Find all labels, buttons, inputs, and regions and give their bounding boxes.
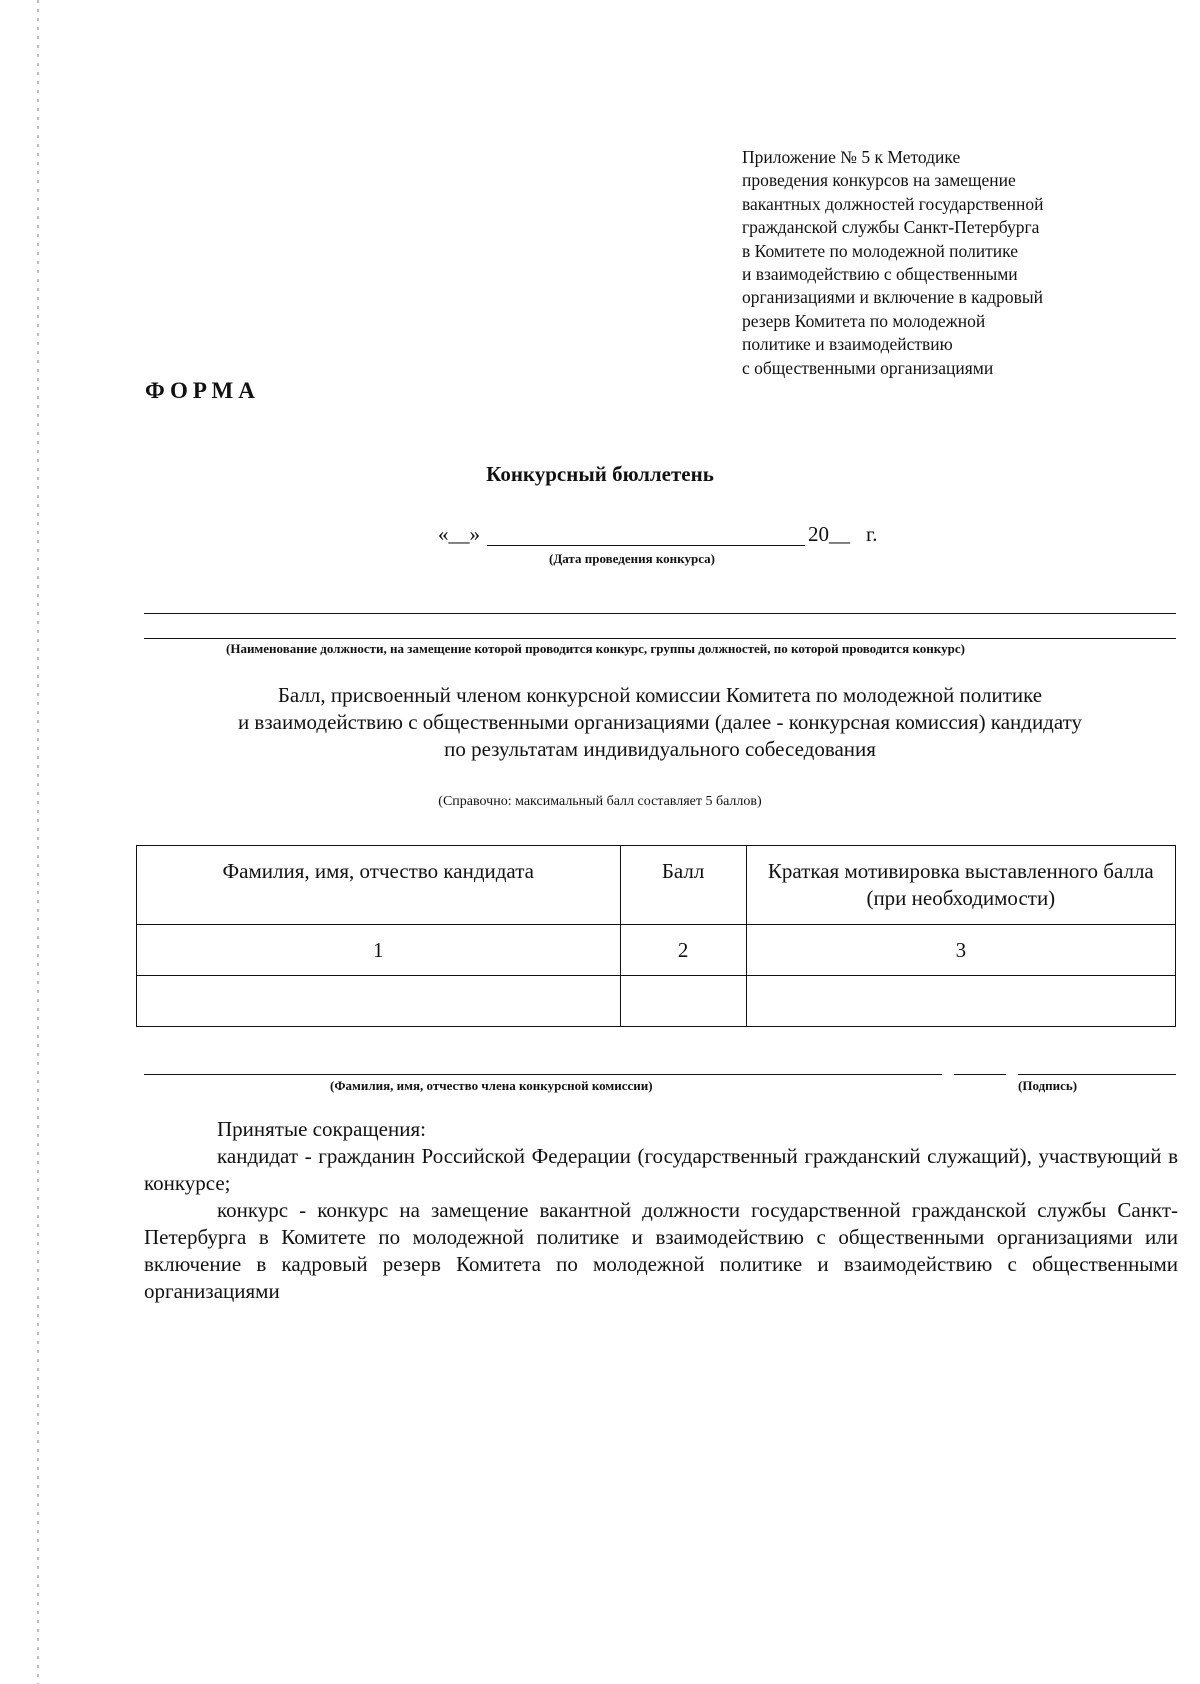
header-score: Балл bbox=[620, 846, 746, 925]
score-cell[interactable] bbox=[620, 976, 746, 1027]
date-caption: (Дата проведения конкурса) bbox=[549, 551, 715, 566]
intro-text bbox=[150, 682, 1170, 763]
form-heading: ФОРМА bbox=[145, 378, 260, 403]
column-number: 1 bbox=[137, 925, 621, 976]
date-month-underline bbox=[487, 545, 805, 546]
abbreviation-item: кандидат - гражданин Российской Федерации (государственный гражданский служащий), участвующий в конкурсе; bbox=[144, 1144, 1178, 1195]
table-row bbox=[137, 976, 1176, 1027]
appendix-line: резерв Комитета по молодежной bbox=[742, 310, 986, 331]
intro-line: Балл, присвоенный членом конкурсной комиссии Комитета по молодежной политике bbox=[277, 683, 1043, 707]
abbreviation-item: конкурс - конкурс на замещение вакантной должности государственной гражданской службы Санкт-Петербурга в Комитете по молодежной политике и взаимодействию с общественными организациями или включение в кадровый резерв Комитета по молодежной политике и взаимодействию с общественными организациями bbox=[144, 1198, 1178, 1303]
table-header-row bbox=[137, 846, 1176, 925]
date-day-month: «__» bbox=[438, 522, 480, 546]
appendix-line: политике и взаимодействию bbox=[742, 334, 953, 355]
abbreviations-section bbox=[144, 1116, 1178, 1305]
appendix-line: гражданской службы Санкт-Петербурга bbox=[742, 217, 1040, 238]
appendix-line: организациями и включение в кадровый bbox=[742, 287, 1043, 308]
appendix-line: и взаимодействию с общественными bbox=[742, 264, 1018, 285]
appendix-reference bbox=[742, 146, 1162, 380]
intro-line: по результатам индивидуального собеседования bbox=[444, 737, 876, 761]
scan-edge-artifact bbox=[37, 0, 39, 1684]
header-motivation: Краткая мотивировка выставленного балла (при необходимости) bbox=[746, 846, 1175, 925]
column-number: 3 bbox=[746, 925, 1175, 976]
appendix-line: проведения конкурсов на замещение bbox=[742, 170, 1016, 191]
position-line-2 bbox=[144, 638, 1176, 639]
candidate-name-cell[interactable] bbox=[137, 976, 621, 1027]
header-candidate-name: Фамилия, имя, отчество кандидата bbox=[137, 846, 621, 925]
member-name-line bbox=[144, 1074, 942, 1075]
appendix-line: Приложение № 5 к Методике bbox=[742, 147, 961, 167]
appendix-line: с общественными организациями bbox=[742, 357, 994, 378]
appendix-line: вакантных должностей государственной bbox=[742, 193, 1044, 214]
table-number-row bbox=[137, 925, 1176, 976]
max-score-note: (Справочно: максимальный балл составляет 5 баллов) bbox=[438, 794, 762, 809]
motivation-cell[interactable] bbox=[746, 976, 1175, 1027]
column-number: 2 bbox=[620, 925, 746, 976]
appendix-line: в Комитете по молодежной политике bbox=[742, 240, 1019, 261]
score-table bbox=[136, 845, 1176, 1027]
member-name-caption: (Фамилия, имя, отчество члена конкурсной комиссии) bbox=[330, 1078, 653, 1093]
position-line-1 bbox=[144, 613, 1176, 614]
date-year: 20__ bbox=[808, 522, 850, 546]
position-caption: (Наименование должности, на замещение которой проводится конкурс, группы должностей, по которой проводится конкурс) bbox=[226, 641, 965, 656]
bulletin-title: Конкурсный бюллетень bbox=[486, 462, 714, 486]
abbreviations-title: Принятые сокращения: bbox=[217, 1117, 426, 1141]
signature-caption: (Подпись) bbox=[1018, 1078, 1078, 1093]
separator-line bbox=[954, 1074, 1006, 1075]
date-year-suffix: г. bbox=[866, 522, 878, 546]
intro-line: и взаимодействию с общественными организациями (далее - конкурсная комиссия) кандидату bbox=[237, 710, 1083, 734]
signature-line bbox=[1018, 1074, 1176, 1075]
